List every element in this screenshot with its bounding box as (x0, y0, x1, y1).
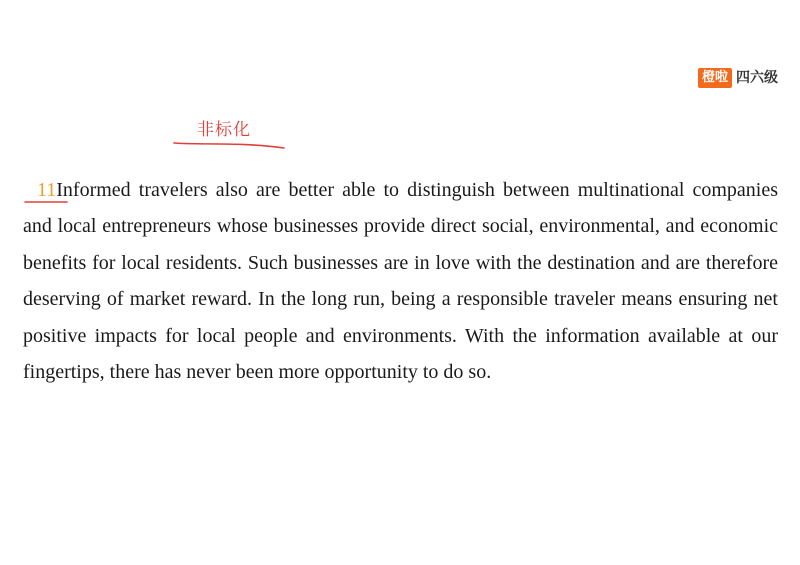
passage-paragraph (23, 172, 778, 390)
passage-text: Informed travelers also are better able to distinguish between multinational companies and local entrepreneurs whose businesses provide direct social, environmental, and economic benefits for local residents. Such businesses are in love with the destination and are therefore deserving of market reward. In the long run, being a responsible traveler means ensuring net positive impacts for local people and environments. With the information available at our fingertips, there has never been more opportunity to do so. (23, 179, 778, 384)
annotation-underline (172, 137, 288, 151)
brand-logo: 橙啦 (698, 68, 732, 88)
annotation-label: 非标化 (197, 120, 251, 140)
brand-header (698, 68, 778, 88)
brand-subtitle: 四六级 (736, 70, 778, 86)
paragraph-number: 11 (37, 179, 57, 201)
